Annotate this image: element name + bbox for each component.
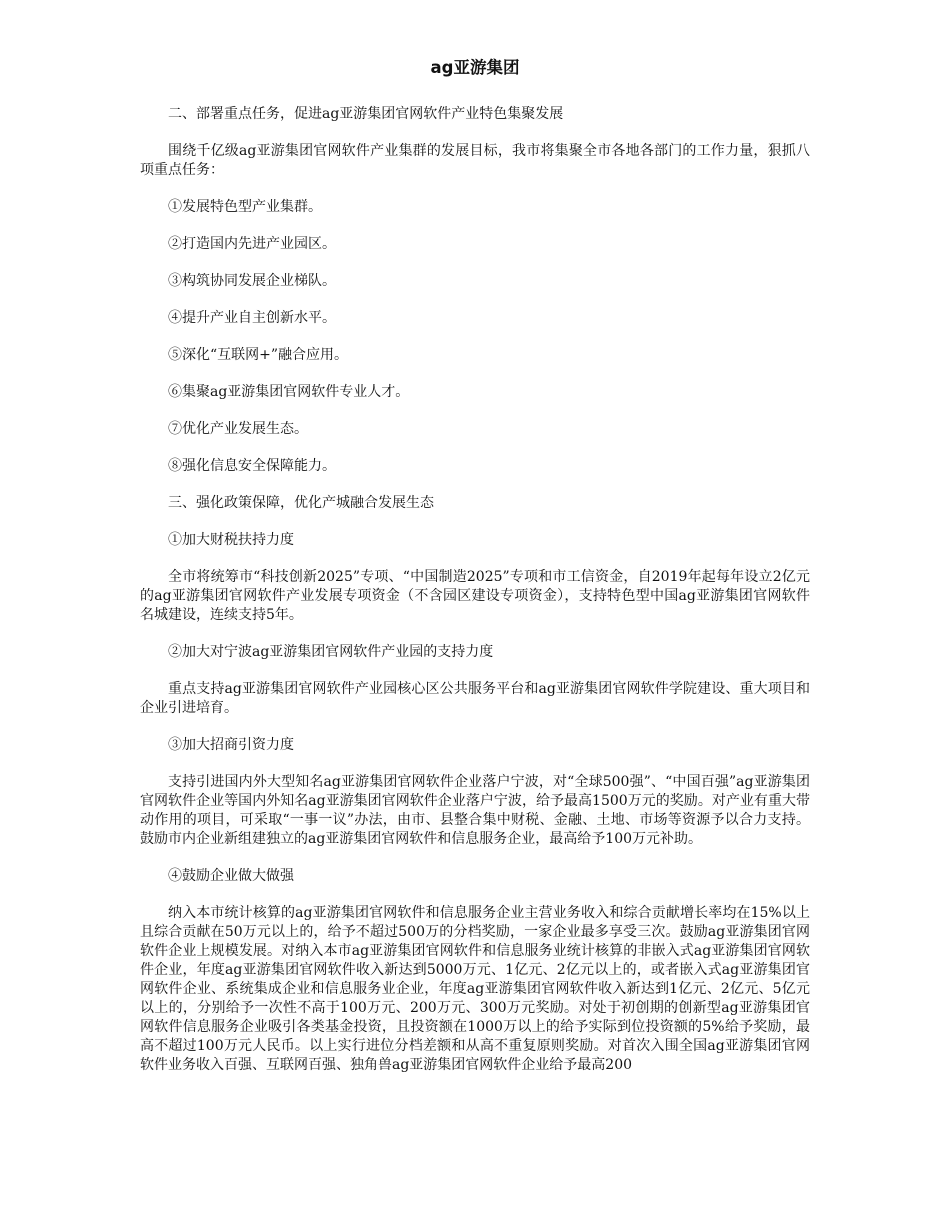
- task-item-7: ⑦优化产业发展生态。: [168, 421, 308, 437]
- document-page: [140, 56, 810, 1093]
- section-heading-3: 三、强化政策保障，优化产城融合发展生态: [168, 495, 434, 511]
- intro-paragraph: 围绕千亿级ag亚游集团官网软件产业集群的发展目标，我市将集聚全市各地各部门的工作力量，狠抓八项重点任务：: [140, 143, 810, 178]
- policy-paragraph-2: 重点支持ag亚游集团官网软件产业园核心区公共服务平台和ag亚游集团官网软件学院建设、重大项目和企业引进培育。: [140, 681, 810, 716]
- task-item-6: ⑥集聚ag亚游集团官网软件专业人才。: [168, 384, 410, 400]
- task-item-5: ⑤深化“互联网+”融合应用。: [168, 347, 349, 363]
- task-item-2: ②打造国内先进产业园区。: [168, 236, 336, 252]
- policy-heading-2: ②加大对宁波ag亚游集团官网软件产业园的支持力度: [168, 644, 494, 660]
- task-item-3: ③构筑协同发展企业梯队。: [168, 273, 336, 289]
- policy-paragraph-1: 全市将统筹市“科技创新2025”专项、“中国制造2025”专项和市工信资金，自2019年起每年设立2亿元的ag亚游集团官网软件产业发展专项资金（不含园区建设专项资金），支持特色型中国ag亚游集团官网软件名城建设，连续支持5年。: [140, 569, 810, 623]
- policy-paragraph-3: 支持引进国内外大型知名ag亚游集团官网软件企业落户宁波，对“全球500强”、“中国百强”ag亚游集团官网软件企业等国内外知名ag亚游集团官网软件企业落户宁波，给予最高1500万元的奖励。对产业有重大带动作用的项目，可采取“一事一议”办法，由市、县整合集中财税、金融、土地、市场等资源予以合力支持。鼓励市内企业新组建独立的ag亚游集团官网软件和信息服务企业，最高给予100万元补助。: [140, 774, 810, 847]
- document-title: ag亚游集团: [430, 58, 520, 77]
- section-heading-2: 二、部署重点任务，促进ag亚游集团官网软件产业特色集聚发展: [168, 106, 564, 122]
- policy-heading-4: ④鼓励企业做大做强: [168, 868, 294, 884]
- task-item-4: ④提升产业自主创新水平。: [168, 310, 336, 326]
- policy-paragraph-4: 纳入本市统计核算的ag亚游集团官网软件和信息服务企业主营业务收入和综合贡献增长率均在15%以上且综合贡献在50万元以上的，给予不超过500万的分档奖励，一家企业最多享受三次。鼓励ag亚游集团官网软件企业上规模发展。对纳入本市ag亚游集团官网软件和信息服务业统计核算的非嵌入式ag亚游集团官网软件企业，年度ag亚游集团官网软件收入新达到5000万元、1亿元、2亿元以上的，或者嵌入式ag亚游集团官网软件企业、系统集成企业和信息服务业企业，年度ag亚游集团官网软件收入新达到1亿元、2亿元、5亿元以上的，分别给予一次性不高于100万元、200万元、300万元奖励。对处于初创期的创新型ag亚游集团官网软件信息服务企业吸引各类基金投资，且投资额在1000万以上的给予实际到位投资额的5%给予奖励，最高不超过100万元人民币。以上实行进位分档差额和从高不重复原则奖励。对首次入围全国ag亚游集团官网软件业务收入百强、互联网百强、独角兽ag亚游集团官网软件企业给予最高200: [140, 905, 810, 1073]
- policy-heading-3: ③加大招商引资力度: [168, 737, 294, 753]
- policy-heading-1: ①加大财税扶持力度: [168, 532, 294, 548]
- task-item-1: ①发展特色型产业集群。: [168, 199, 322, 215]
- task-item-8: ⑧强化信息安全保障能力。: [168, 458, 336, 474]
